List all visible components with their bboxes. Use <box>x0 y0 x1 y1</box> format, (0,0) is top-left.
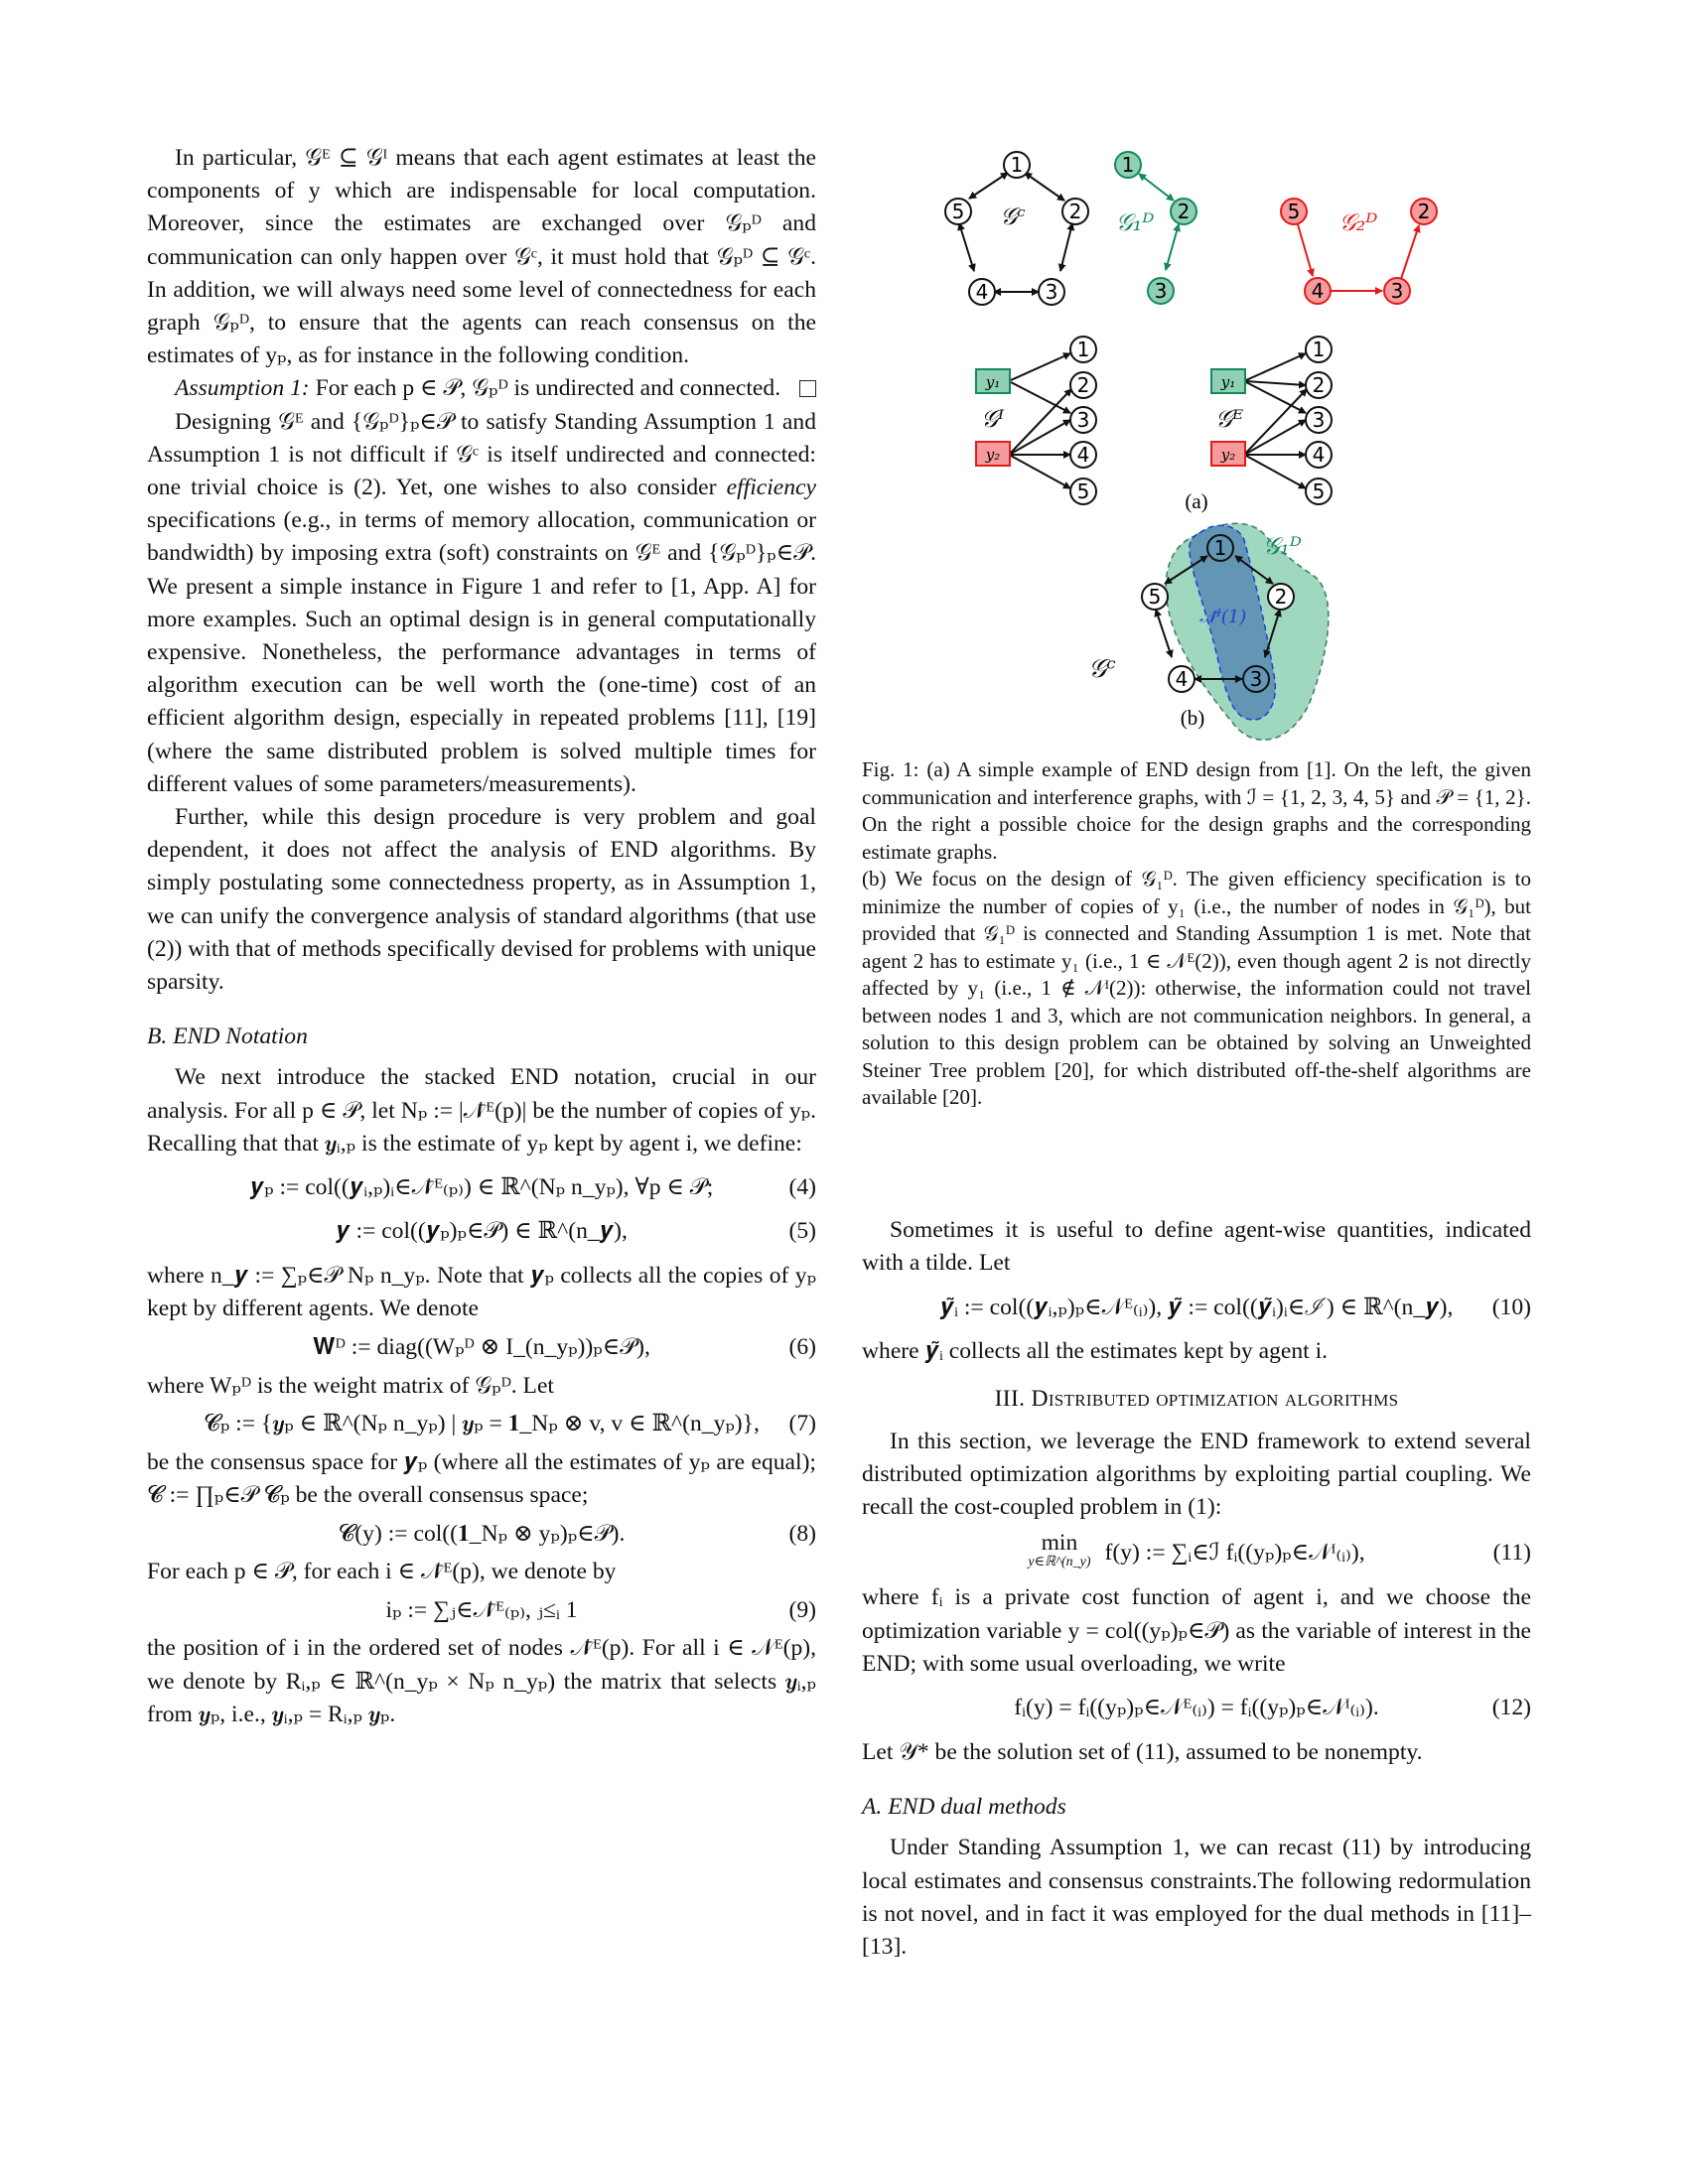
y2-box-label: y₂ <box>1220 446 1236 464</box>
qed-symbol <box>799 380 816 397</box>
paragraph-further: Further, while this design procedure is very problem and goal dependent, it does not affect the analysis of END algorithms. By simply postulating some connectedness property, as in Assumption 1, we can unify the convergence analysis of standard algorithms (that use (2)) with that of methods specifically devised for problems with unique sparsity. <box>147 804 816 996</box>
y1-box-label: y₁ <box>985 373 1001 391</box>
svg-text:5: 5 <box>951 200 965 223</box>
svg-text:3: 3 <box>1312 408 1326 432</box>
equation-8 <box>147 1512 816 1556</box>
svg-text:2: 2 <box>1076 373 1090 397</box>
section-heading-distributed-optimization: III. Distributed optimization algorithms <box>994 1385 1399 1412</box>
neighbor-set-label: 𝒩̄ᴵ(1) <box>1199 607 1247 627</box>
equation-number: (10) <box>1491 1294 1531 1320</box>
svg-text:4: 4 <box>1312 443 1326 467</box>
equation-10 <box>862 1286 1531 1329</box>
assumption-label: Assumption 1: <box>175 375 310 402</box>
svg-text:1: 1 <box>1213 536 1227 560</box>
paragraph-design-text-a: Designing 𝒢ᴱ and {𝒢ₚᴰ}ₚ∈𝒫 to satisfy Standing Assumption 1 and Assumption 1 is not difficult if 𝒢ᶜ is itself undirected and connected: one trivial choice is (2). Yet, one wishes to also consider <box>147 408 816 501</box>
equation-number: (11) <box>1492 1539 1531 1566</box>
equation-5-body: 𝒚 := col((𝒚ₚ)ₚ∈𝒫) ∈ ℝ^(n_𝒚), <box>336 1218 628 1245</box>
paragraph-consensus-space: be the consensus space for 𝒚ₚ (where all the estimates of yₚ are equal); 𝓒 := ∏ₚ∈𝒫 𝓒ₚ be the overall consensus space; <box>147 1448 816 1508</box>
paragraph-position-intro: For each p ∈ 𝒫, for each i ∈ 𝒩̄ᴱ(p), we denote by <box>147 1559 617 1585</box>
svg-text:2: 2 <box>1177 200 1191 223</box>
equation-11-body: f(y) := ∑ᵢ∈ℐ fᵢ((yₚ)ₚ∈𝒩ᴵ₍ᵢ₎), <box>1104 1539 1365 1566</box>
panel-a-label: (a) <box>1185 489 1208 513</box>
equation-number: (6) <box>788 1333 816 1360</box>
right-column <box>862 1214 1531 1964</box>
svg-text:2: 2 <box>1274 585 1288 609</box>
svg-text:4: 4 <box>975 280 989 304</box>
equation-6 <box>147 1326 816 1370</box>
paragraph-end-notation: We next introduce the stacked END notation, crucial in our analysis. For all p ∈ 𝒫, let Nₚ := |𝒩̄ᴱ(p)| be the number of copies of yₚ. Recalling that that 𝒚ᵢ,ₚ is the estimate of yₚ kept by agent i, we define: <box>147 1064 816 1157</box>
equation-11 <box>862 1524 1531 1581</box>
svg-text:2: 2 <box>1068 200 1082 223</box>
graph-design-2 <box>1281 199 1437 304</box>
caption-part-b: (b) We focus on the design of 𝒢₁ᴰ. The given efficiency specification is to minimize the number of copies of y₁ (i.e., the number of nodes in 𝒢₁ᴰ), but provided that 𝒢₁ᴰ is connected and Standing Assumption 1 is met. Note that agent 2 has to estimate y₁ (i.e., 1 ∈ 𝒩ᴱ(2)), even though agent 2 is not directly affected by y₁ (i.e., 1 ∉ 𝒩ᴵ(2)): otherwise, the information could not travel between nodes 1 and 3, which are not communication neighbors. In general, a solution to this design problem can be obtained by solving an Unweighted Steiner Tree problem [20], for which distributed off-the-shelf algorithms are available [20]. <box>862 867 1531 1109</box>
graph-communication <box>945 152 1088 305</box>
equation-12-body: fᵢ(y) = fᵢ((yₚ)ₚ∈𝒩ᴱ₍ᵢ₎) = fᵢ((yₚ)ₚ∈𝒩ᴵ₍ᵢ₎). <box>1014 1695 1379 1721</box>
paragraph-design-text-b: specifications (e.g., in terms of memory allocation, communication or bandwidth) by imposing extra (soft) constraints on 𝒢ᴱ and {𝒢ₚᴰ}ₚ∈𝒫. We present a simple instance in Figure 1 and refer to [1, App. A] for more examples. Such an optimal design is in general computationally expensive. Nonetheless, the performance advantages in terms of algorithm execution can be well worth the (one-time) cost of an efficient algorithm design, especially in repeated problems [11], [19] (where the same distributed problem is solved multiple times for different values of some parameters/measurements). <box>147 507 816 797</box>
paragraph-agent-wise: Sometimes it is useful to define agent-wise quantities, indicated with a tilde. Let <box>862 1217 1531 1277</box>
assumption-text: For each p ∈ 𝒫, 𝒢ₚᴰ is undirected and connected. <box>309 375 781 402</box>
emphasis-efficiency: efficiency <box>726 475 816 501</box>
equation-5 <box>147 1210 816 1254</box>
svg-text:1: 1 <box>1312 338 1326 361</box>
paragraph-solution-set: Let 𝒴* be the solution set of (11), assumed to be nonempty. <box>862 1739 1423 1766</box>
paragraph-dual-methods: Under Standing Assumption 1, we can recast (11) by introducing local estimates and consensus constraints.The following redormulation is not novel, and in fact it was employed for the dual methods in [11]–[13]. <box>862 1835 1531 1961</box>
figure-1 <box>862 139 1531 745</box>
equation-9-body: iₚ := ∑ⱼ∈𝒩̄ᴱ₍ₚ₎, ⱼ≤ᵢ 1 <box>385 1596 578 1623</box>
figure-caption <box>862 756 1531 1112</box>
svg-text:5: 5 <box>1312 479 1326 503</box>
svg-text:4: 4 <box>1175 667 1189 691</box>
paragraph-tilde-collects: where 𝒚̃ᵢ collects all the estimates kept by agent i. <box>862 1338 1329 1365</box>
paragraph-design <box>147 406 816 801</box>
equation-4 <box>147 1166 816 1210</box>
svg-text:1: 1 <box>1121 153 1135 177</box>
equation-number: (7) <box>788 1411 816 1437</box>
graph-interference <box>976 337 1096 504</box>
graph-design-1 <box>1115 152 1196 304</box>
svg-text:1: 1 <box>1010 153 1024 177</box>
graph-estimate <box>1211 337 1332 504</box>
equation-number: (12) <box>1491 1695 1531 1721</box>
paragraph-weight-matrix: where Wₚᴰ is the weight matrix of 𝒢ₚᴰ. Let <box>147 1372 554 1399</box>
equation-10-body: 𝒚̃ᵢ := col((𝒚ᵢ,ₚ)ₚ∈𝒩ᴱ₍ᵢ₎), 𝒚̃ := col((𝒚̃ᵢ)ᵢ∈ℐ) ∈ ℝ^(n_𝒚), <box>939 1294 1454 1320</box>
equation-7 <box>147 1403 816 1446</box>
graph-c-label-b: 𝒢ᶜ <box>1088 654 1116 684</box>
min-operator: min <box>1041 1530 1078 1557</box>
equation-7-body: 𝓒ₚ := {𝒚ₚ ∈ ℝ^(Nₚ n_yₚ) | 𝒚ₚ = 𝟏_Nₚ ⊗ v, v ∈ ℝ^(n_yₚ)}, <box>204 1411 760 1437</box>
panel-b-graph <box>1088 523 1329 740</box>
svg-text:2: 2 <box>1312 373 1326 397</box>
equation-number: (4) <box>788 1174 816 1201</box>
svg-text:5: 5 <box>1076 479 1090 503</box>
svg-text:2: 2 <box>1417 200 1431 223</box>
min-subscript: y∈ℝ^(n_y) <box>1028 1555 1091 1570</box>
left-column <box>147 142 816 1731</box>
svg-text:4: 4 <box>1311 279 1325 303</box>
svg-text:4: 4 <box>1076 443 1090 467</box>
equation-6-body: 𝐖ᴰ := diag((Wₚᴰ ⊗ I_(n_yₚ))ₚ∈𝒫), <box>313 1333 650 1360</box>
svg-text:1: 1 <box>1076 338 1090 361</box>
svg-text:3: 3 <box>1045 280 1058 304</box>
panel-b-label: (b) <box>1180 706 1205 730</box>
figure-1-graphics <box>862 139 1531 745</box>
paragraph-section-intro: In this section, we leverage the END framework to extend several distributed optimization algorithms by exploiting partial coupling. We recall the cost-coupled problem in (1): <box>862 1428 1531 1521</box>
equation-number: (8) <box>788 1520 816 1547</box>
svg-text:3: 3 <box>1249 667 1263 691</box>
graph-d1-label: 𝒢₁ᴰ <box>1115 208 1155 236</box>
subsection-heading-end-notation: B. END Notation <box>147 1024 308 1050</box>
y1-box-label: y₁ <box>1220 373 1236 391</box>
equation-4-body: 𝒚ₚ := col((𝒚ᵢ,ₚ)ᵢ∈𝒩̄ᴱ₍ₚ₎) ∈ ℝ^(Nₚ n_yₚ), ∀p ∈ 𝒫; <box>249 1174 714 1201</box>
graph-i-label: 𝒢ᴵ <box>981 405 1005 433</box>
equation-9 <box>147 1588 816 1632</box>
svg-text:3: 3 <box>1076 408 1090 432</box>
caption-part-a: Fig. 1: (a) A simple example of END design from [1]. On the left, the given communication and interference graphs, with ℐ = {1, 2, 3, 4, 5} and 𝒫 = {1, 2}. On the right a possible choice for the design graphs and the corresponding estimate graphs. <box>862 757 1531 864</box>
equation-number: (5) <box>788 1218 816 1245</box>
assumption-1 <box>147 372 816 405</box>
graph-d1-label-b: 𝒢₁ᴰ <box>1263 532 1302 560</box>
svg-text:5: 5 <box>1148 585 1162 609</box>
svg-text:3: 3 <box>1390 279 1404 303</box>
equation-12 <box>862 1687 1531 1730</box>
paragraph-selection-matrix: the position of i in the ordered set of nodes 𝒩̄ᴱ(p). For all i ∈ 𝒩ᴱ(p), we denote by Rᵢ,ₚ ∈ ℝ^(n_yₚ × Nₚ n_yₚ) the matrix that selects 𝒚ᵢ,ₚ from 𝒚ₚ, i.e., 𝒚ᵢ,ₚ = Rᵢ,ₚ 𝒚ₚ. <box>147 1635 816 1727</box>
graph-e-label: 𝒢ᴱ <box>1215 405 1244 433</box>
paragraph-private-cost: where fᵢ is a private cost function of agent i, and we choose the optimization variable y = col((yₚ)ₚ∈𝒫) as the variable of interest in the END; with some usual overloading, we write <box>862 1584 1531 1677</box>
graph-c-label: 𝒢ᶜ <box>1000 203 1026 230</box>
paragraph-graph-inclusion: In particular, 𝒢ᴱ ⊆ 𝒢ᴵ means that each agent estimates at least the components of y which are indispensable for local computation. Moreover, since the estimates are exchanged over 𝒢ₚᴰ and communication can only happen over 𝒢ᶜ, it must hold that 𝒢ₚᴰ ⊆ 𝒢ᶜ. In addition, we will always need some level of connectedness for each graph 𝒢ₚᴰ, to ensure that the agents can reach consensus on the estimates of yₚ, as for instance in the following condition. <box>147 145 816 369</box>
y2-box-label: y₂ <box>985 446 1001 464</box>
equation-8-body: 𝓒(y) := col((𝟏_Nₚ ⊗ yₚ)ₚ∈𝒫). <box>338 1520 626 1547</box>
svg-text:3: 3 <box>1154 279 1168 303</box>
paragraph-ny-definition: where n_𝒚 := ∑ₚ∈𝒫 Nₚ n_yₚ. Note that 𝒚ₚ collects all the copies of yₚ kept by different agents. We denote <box>147 1263 816 1322</box>
graph-d2-label: 𝒢₂ᴰ <box>1338 208 1378 236</box>
equation-11-min-operator <box>1028 1530 1091 1572</box>
svg-text:5: 5 <box>1287 200 1301 223</box>
subsection-heading-dual-methods: A. END dual methods <box>862 1794 1066 1821</box>
equation-number: (9) <box>788 1596 816 1623</box>
